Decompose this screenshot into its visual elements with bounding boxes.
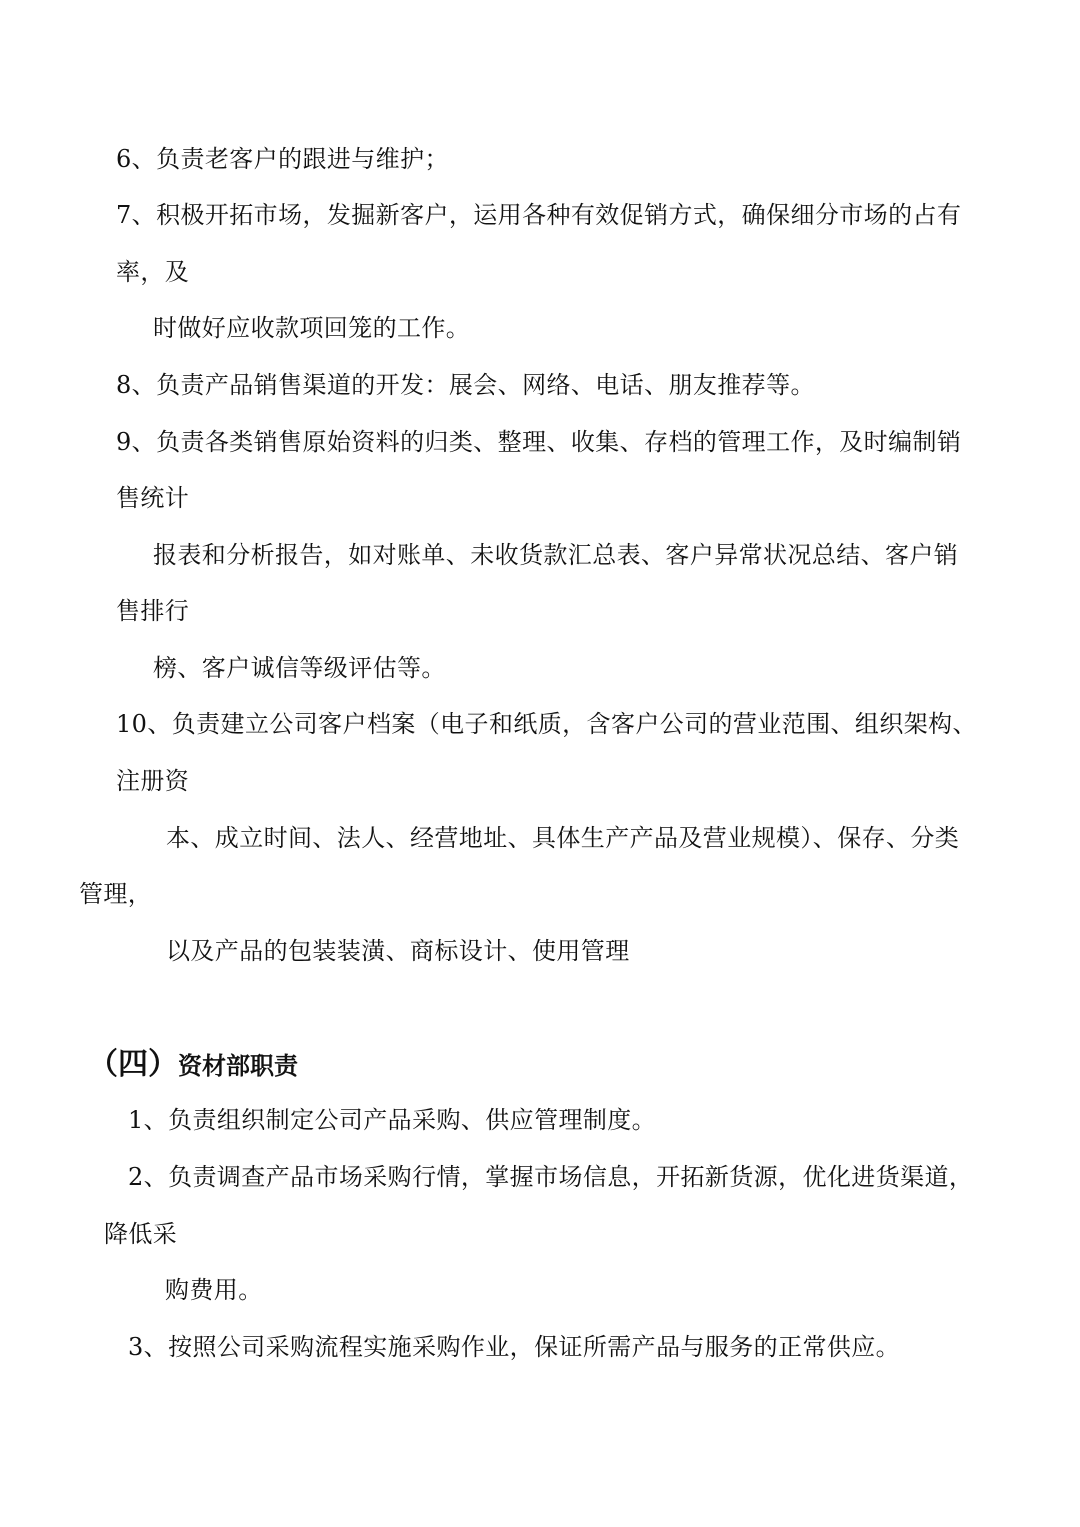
paragraph-line: 6、负责老客户的跟进与维护； [116,145,449,173]
paragraph-line: 9、负责各类销售原始资料的归类、整理、收集、存档的管理工作，及时编制销 [116,428,962,456]
paragraph-line: 注册资 [116,767,190,795]
section-line: 购费用。 [165,1276,263,1304]
section-line: 2、负责调查产品市场采购行情，掌握市场信息，开拓新货源，优化进货渠道， [128,1163,974,1191]
paragraph-line: 本、成立时间、法人、经营地址、具体生产产品及营业规模）、保存、分类 [166,824,960,852]
section-number: （四） [88,1047,178,1082]
section-heading [88,1048,298,1083]
section-line: 1、负责组织制定公司产品采购、供应管理制度。 [128,1106,657,1134]
paragraph-line: 管理， [79,880,153,908]
paragraph-line: 以及产品的包装装潢、商标设计、使用管理 [166,937,630,965]
paragraph-line: 售排行 [116,597,190,625]
paragraph-line: 时做好应收款项回笼的工作。 [153,314,471,342]
paragraph-line: 8、负责产品销售渠道的开发：展会、网络、电话、朋友推荐等。 [116,371,815,399]
section-line: 3、按照公司采购流程实施采购作业，保证所需产品与服务的正常供应。 [128,1333,901,1361]
paragraph-line: 10、负责建立公司客户档案（电子和纸质，含客户公司的营业范围、组织架构、 [116,710,977,738]
paragraph-line: 售统计 [116,484,190,512]
paragraph-line: 率，及 [116,258,190,286]
paragraph-line: 报表和分析报告，如对账单、未收货款汇总表、客户异常状况总结、客户销 [153,541,959,569]
paragraph-line: 榜、客户诚信等级评估等。 [153,654,446,682]
paragraph-line: 7、积极开拓市场，发掘新客户，运用各种有效促销方式，确保细分市场的占有 [116,201,962,229]
section-title: 资材部职责 [178,1052,298,1080]
section-line: 降低采 [104,1220,178,1248]
